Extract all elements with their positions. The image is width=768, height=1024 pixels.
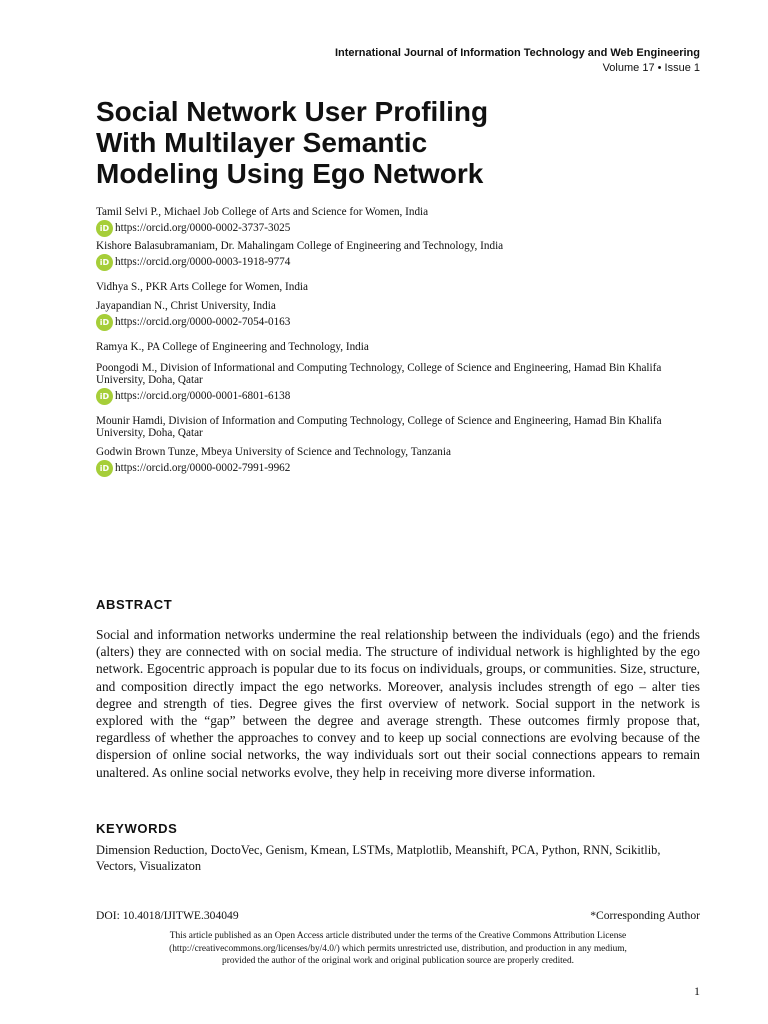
author-affiliation: Vidhya S., PKR Arts College for Women, India: [96, 281, 309, 293]
orcid-icon: iD: [96, 220, 113, 237]
orcid-link[interactable]: https://orcid.org/0000-0002-7054-0163: [115, 316, 291, 328]
abstract-heading: ABSTRACT: [96, 597, 173, 612]
journal-header: [335, 46, 700, 75]
corresponding-author-note: *Corresponding Author: [590, 909, 700, 922]
keywords-text: Dimension Reduction, DoctoVec, Genism, Kmean, LSTMs, Matplotlib, Meanshift, PCA, Python, RNN, Scikitlib, Vectors, Visualizaton: [96, 843, 661, 873]
orcid-icon: iD: [96, 254, 113, 271]
author-affiliation: Ramya K., PA College of Engineering and Technology, India: [96, 341, 369, 353]
license-notice: [96, 930, 700, 968]
abstract-text: Social and information networks undermine the real relationship between the individuals (ego) and the friends (alters) they are connected with on social media. The structure of individual network is highlighted by the ego network. Egocentric approach is popular due to its focus on individuals, groups, or communities. Size, structure, and composition directly impact the ego networks. Moreover, analysis includes strength of ego – alter ties degree and strength of ties. Degree gives the first overview of network. Social support in the network is explored with the “gap” between the degree and average strength. These outcomes firmly propose that, regardless of whether the approaches to convey and to keep up social connections are evolving because of the dispersion of online social networks, the way individuals sort out their social connections appears to remain unaltered. As online social networks evolve, they help in receiving more diverse information.: [96, 627, 700, 780]
license-line: This article published as an Open Access article distributed under the terms of the Creative Commons Attribution License: [169, 931, 627, 941]
author-affiliation: Godwin Brown Tunze, Mbeya University of Science and Technology, Tanzania: [96, 446, 451, 458]
doi: DOI: 10.4018/IJITWE.304049: [96, 909, 239, 922]
orcid-link[interactable]: https://orcid.org/0000-0001-6801-6138: [115, 390, 291, 402]
paper-title: Social Network User Profiling With Multilayer Semantic Modeling Using Ego Network: [96, 96, 489, 189]
license-line: (http://creativecommons.org/licenses/by/4.0/) which permits unrestricted use, distribution, and production in any medium,: [169, 943, 627, 954]
page-number: 1: [694, 984, 700, 998]
author-affiliation: Poongodi M., Division of Informational and Computing Technology, College of Science and Engineering, Hamad Bin Khalifa University, Doha, Qatar: [96, 362, 662, 386]
orcid-icon: iD: [96, 460, 113, 477]
orcid-link[interactable]: https://orcid.org/0000-0002-3737-3025: [115, 222, 291, 234]
orcid-link[interactable]: https://orcid.org/0000-0003-1918-9774: [115, 256, 291, 268]
author-affiliation: Mounir Hamdi, Division of Information and Computing Technology, College of Science and Engineering, Hamad Bin Khalifa University, Doha, Qatar: [96, 415, 662, 439]
license-line: provided the author of the original work and original publication source are properly credited.: [222, 956, 574, 967]
author-affiliation: Kishore Balasubramaniam, Dr. Mahalingam College of Engineering and Technology, India: [96, 240, 504, 252]
orcid-row: [96, 312, 700, 332]
author-affiliation: Jayapandian N., Christ University, India: [96, 300, 276, 312]
orcid-link[interactable]: https://orcid.org/0000-0002-7991-9962: [115, 462, 291, 474]
orcid-row: [96, 218, 700, 238]
journal-volume-issue: Volume 17 • Issue 1: [602, 62, 700, 74]
orcid-icon: iD: [96, 314, 113, 331]
orcid-row: [96, 386, 700, 406]
author-affiliation: Tamil Selvi P., Michael Job College of Arts and Science for Women, India: [96, 206, 429, 218]
keywords-heading: KEYWORDS: [96, 821, 178, 836]
orcid-icon: iD: [96, 388, 113, 405]
journal-name: International Journal of Information Technology and Web Engineering: [334, 47, 700, 59]
author-list: [96, 206, 700, 480]
orcid-row: [96, 458, 700, 478]
orcid-row: [96, 252, 700, 272]
